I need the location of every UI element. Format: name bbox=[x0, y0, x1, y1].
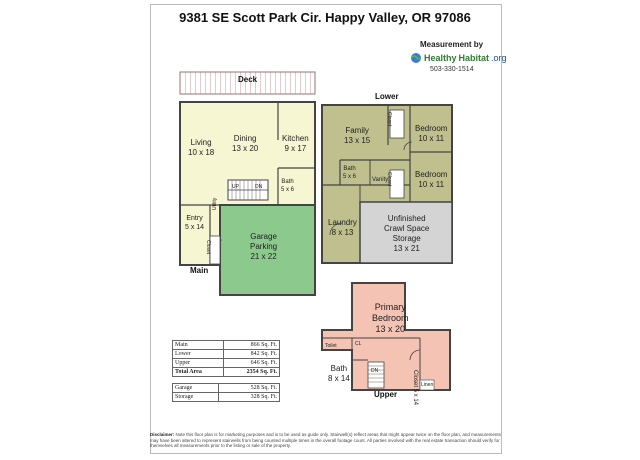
room-bath-upper: Bath 8 x 14 bbox=[328, 364, 350, 383]
table-cell: 646 Sq. Ft. bbox=[223, 359, 279, 368]
room-bath-lower: Bath 5 x 6 bbox=[343, 166, 357, 180]
table-row bbox=[173, 393, 280, 402]
closet-label-cl: CL bbox=[355, 341, 362, 347]
table-cell: Total Area bbox=[173, 368, 224, 377]
linen-label: Linen bbox=[421, 382, 434, 388]
table-row bbox=[173, 341, 280, 350]
level-label-lower: Lower bbox=[375, 92, 399, 101]
table-row bbox=[173, 350, 280, 359]
table-cell: Storage bbox=[173, 393, 219, 402]
room-bath-main: Bath 5 x 6 bbox=[281, 179, 295, 193]
room-laundry: Laundry 8 x 13 bbox=[328, 218, 357, 237]
room-family: Family 13 x 15 bbox=[344, 126, 371, 145]
logo-text-org: .org bbox=[491, 53, 507, 63]
table-row bbox=[173, 359, 280, 368]
disclaimer bbox=[150, 432, 502, 449]
level-label-deck: Deck bbox=[238, 75, 258, 84]
table-cell: 2354 Sq. Ft. bbox=[223, 368, 279, 377]
area-summary-table bbox=[172, 340, 280, 377]
room-vanity: Vanity bbox=[372, 177, 389, 183]
room-kitchen: Kitchen 9 x 17 bbox=[282, 134, 309, 153]
room-closet-upper: Closet 5 x 14 bbox=[412, 370, 418, 406]
logo-text-habitat: Habitat bbox=[458, 53, 490, 63]
room-primary-bedroom: Primary Bedroom 13 x 20 bbox=[372, 302, 409, 334]
table-row bbox=[173, 384, 280, 393]
table-cell: 842 Sq. Ft. bbox=[223, 350, 279, 359]
table-cell: 328 Sq. Ft. bbox=[218, 393, 279, 402]
room-toilet: Toilet bbox=[325, 343, 337, 349]
stair-label-dn: DN bbox=[255, 184, 263, 190]
level-label-upper: Upper bbox=[374, 390, 398, 399]
page-title: 9381 SE Scott Park Cir. Happy Valley, OR 97086 bbox=[179, 10, 471, 25]
utility-label: Utility bbox=[212, 197, 218, 210]
table-cell: Garage bbox=[173, 384, 219, 393]
room-garage: Garage Parking 21 x 22 bbox=[250, 232, 278, 261]
measurement-by-label: Measurement by bbox=[420, 40, 484, 49]
table-cell: Main bbox=[173, 341, 224, 350]
logo-text-healthy: Healthy bbox=[424, 53, 457, 63]
stair-label-dn-upper: DN bbox=[371, 368, 379, 374]
disclaimer-text: Note this floor plan is for marketing purposes and is to be used as guide only. Stairwell(s) reflect areas that might appear twice on the floor plan, and measurements may have been altered to represent stairwells from being counted multiple times in the overall footage count. All parties involved with the real estate transaction should verify for themselves all measurements prior to the listing or sale of the property. bbox=[150, 432, 501, 448]
room-bedroom-1: Bedroom 10 x 11 bbox=[415, 124, 448, 143]
closet-label-main: Closet bbox=[205, 240, 211, 255]
room-bedroom-2: Bedroom 10 x 11 bbox=[415, 170, 448, 189]
room-storage: Unfinished Crawl Space Storage 13 x 21 bbox=[384, 214, 430, 253]
phone-number: 503-330-1514 bbox=[430, 66, 474, 73]
closet-label-lower-2: Closet bbox=[386, 172, 392, 187]
area-extra-table bbox=[172, 383, 280, 402]
level-label-main: Main bbox=[190, 266, 209, 275]
room-dining: Dining 13 x 20 bbox=[232, 134, 259, 153]
disclaimer-label: Disclaimer: bbox=[150, 432, 175, 437]
room-entry: Entry 5 x 14 bbox=[185, 215, 205, 231]
room-living: Living 10 x 18 bbox=[188, 138, 215, 157]
closet-label-lower-1: Closet bbox=[386, 112, 392, 127]
table-cell: 866 Sq. Ft. bbox=[223, 341, 279, 350]
table-cell: Upper bbox=[173, 359, 224, 368]
table-cell: 528 Sq. Ft. bbox=[218, 384, 279, 393]
table-cell: Lower bbox=[173, 350, 224, 359]
table-row bbox=[173, 368, 280, 377]
stair-label-up: UP bbox=[232, 184, 239, 190]
